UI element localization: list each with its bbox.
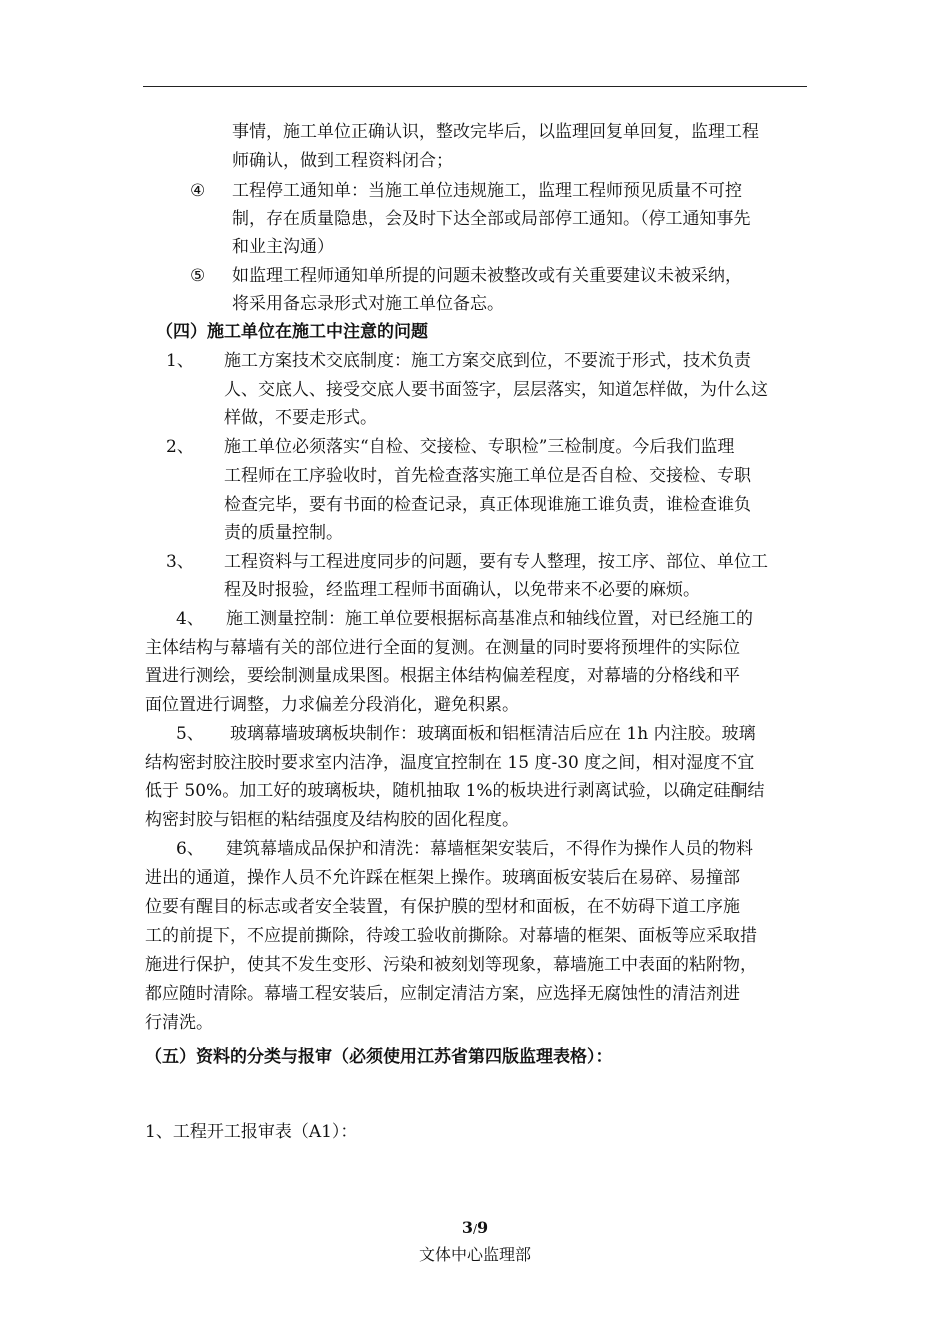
list-number: 5、 (176, 724, 204, 744)
paragraph-line: 构密封胶与铝框的粘结强度及结构胶的固化程度。 (145, 810, 519, 830)
list-item-line: 施工单位必须落实“自检、交接检、专职检”三检制度。今后我们监理 (224, 437, 735, 457)
list-item-line: 工程停工通知单：当施工单位违规施工，监理工程师预见质量不可控 (232, 181, 742, 201)
list-item-line: 人、交底人、接受交底人要书面签字，层层落实，知道怎样做，为什么这 (224, 380, 768, 400)
list-item-line: 程及时报验，经监理工程师书面确认，以免带来不必要的麻烦。 (224, 580, 700, 600)
list-number: 3、 (166, 552, 194, 572)
paragraph-line: 1、工程开工报审表（A1）： (145, 1122, 358, 1142)
paragraph-line: 师确认，做到工程资料闭合； (232, 151, 453, 171)
paragraph-line: 工的前提下，不应提前撕除，待竣工验收前撕除。对幕墙的框架、面板等应采取措 (145, 926, 757, 946)
list-marker: ⑤ (190, 266, 206, 286)
page-total: 9 (477, 1218, 489, 1237)
section-heading: （五）资料的分类与报审（必须使用江苏省第四版监理表格）： (145, 1047, 613, 1067)
list-item-line: 检查完毕，要有书面的检查记录，真正体现谁施工谁负责，谁检查谁负 (224, 495, 751, 515)
list-item-line: 玻璃幕墙玻璃板块制作：玻璃面板和铝框清洁后应在 1h 内注胶。玻璃 (230, 724, 756, 744)
list-item-line: 将采用备忘录形式对施工单位备忘。 (232, 294, 504, 314)
paragraph-line: 进出的通道，操作人员不允许踩在框架上操作。玻璃面板安装后在易碎、易撞部 (145, 868, 740, 888)
paragraph-line: 面位置进行调整，力求偏差分段消化，避免积累。 (145, 695, 519, 715)
list-item-line: 施工方案技术交底制度：施工方案交底到位，不要流于形式，技术负责 (224, 351, 751, 371)
list-marker: ④ (190, 181, 206, 201)
list-number: 1、 (166, 351, 194, 371)
list-item-line: 和业主沟通） (232, 237, 334, 257)
list-item-line: 施工测量控制：施工单位要根据标高基准点和轴线位置，对已经施工的 (226, 609, 753, 629)
paragraph-line: 主体结构与幕墙有关的部位进行全面的复测。在测量的同时要将预埋件的实际位 (145, 638, 740, 658)
list-item-line: 样做，不要走形式。 (224, 408, 377, 428)
paragraph-line: 施进行保护，使其不发生变形、污染和被刻划等现象，幕墙施工中表面的粘附物， (145, 955, 757, 975)
page-separator: / (472, 1222, 478, 1236)
list-number: 6、 (176, 839, 204, 859)
paragraph-line: 结构密封胶注胶时要求室内洁净，温度宜控制在 15 度-30 度之间，相对湿度不宜 (145, 753, 755, 773)
page-current: 3 (461, 1218, 473, 1237)
paragraph-line: 事情，施工单位正确认识，整改完毕后，以监理回复单回复，监理工程 (232, 122, 759, 142)
list-item-line: 工程师在工序验收时，首先检查落实施工单位是否自检、交接检、专职 (224, 466, 751, 486)
paragraph-line: 低于 50%。加工好的玻璃板块，随机抽取 1%的板块进行剥离试验，以确定硅酮结 (145, 781, 765, 801)
footer-organization: 文体中心监理部 (418, 1245, 531, 1264)
section-heading: （四）施工单位在施工中注意的问题 (156, 322, 428, 342)
list-number: 2、 (166, 437, 194, 457)
list-item-line: 责的质量控制。 (224, 523, 343, 543)
list-item-line: 工程资料与工程进度同步的问题，要有专人整理，按工序、部位、单位工 (224, 552, 768, 572)
list-item-line: 如监理工程师通知单所提的问题未被整改或有关重要建议未被采纳， (232, 266, 742, 286)
paragraph-line: 位要有醒目的标志或者安全装置，有保护膜的型材和面板，在不妨碍下道工序施 (145, 897, 740, 917)
paragraph-line: 行清洗。 (145, 1013, 213, 1033)
list-number: 4、 (176, 609, 204, 629)
list-item-line: 建筑幕墙成品保护和清洗：幕墙框架安装后，不得作为操作人员的物料 (226, 839, 753, 859)
header-rule (143, 86, 807, 87)
paragraph-line: 都应随时清除。幕墙工程安装后，应制定清洁方案，应选择无腐蚀性的清洁剂进 (145, 984, 740, 1004)
list-item-line: 制，存在质量隐患，会及时下达全部或局部停工通知。（停工通知事先 (232, 209, 751, 229)
paragraph-line: 置进行测绘，要绘制测量成果图。根据主体结构偏差程度，对幕墙的分格线和平 (145, 666, 740, 686)
page-number (0, 1218, 950, 1237)
